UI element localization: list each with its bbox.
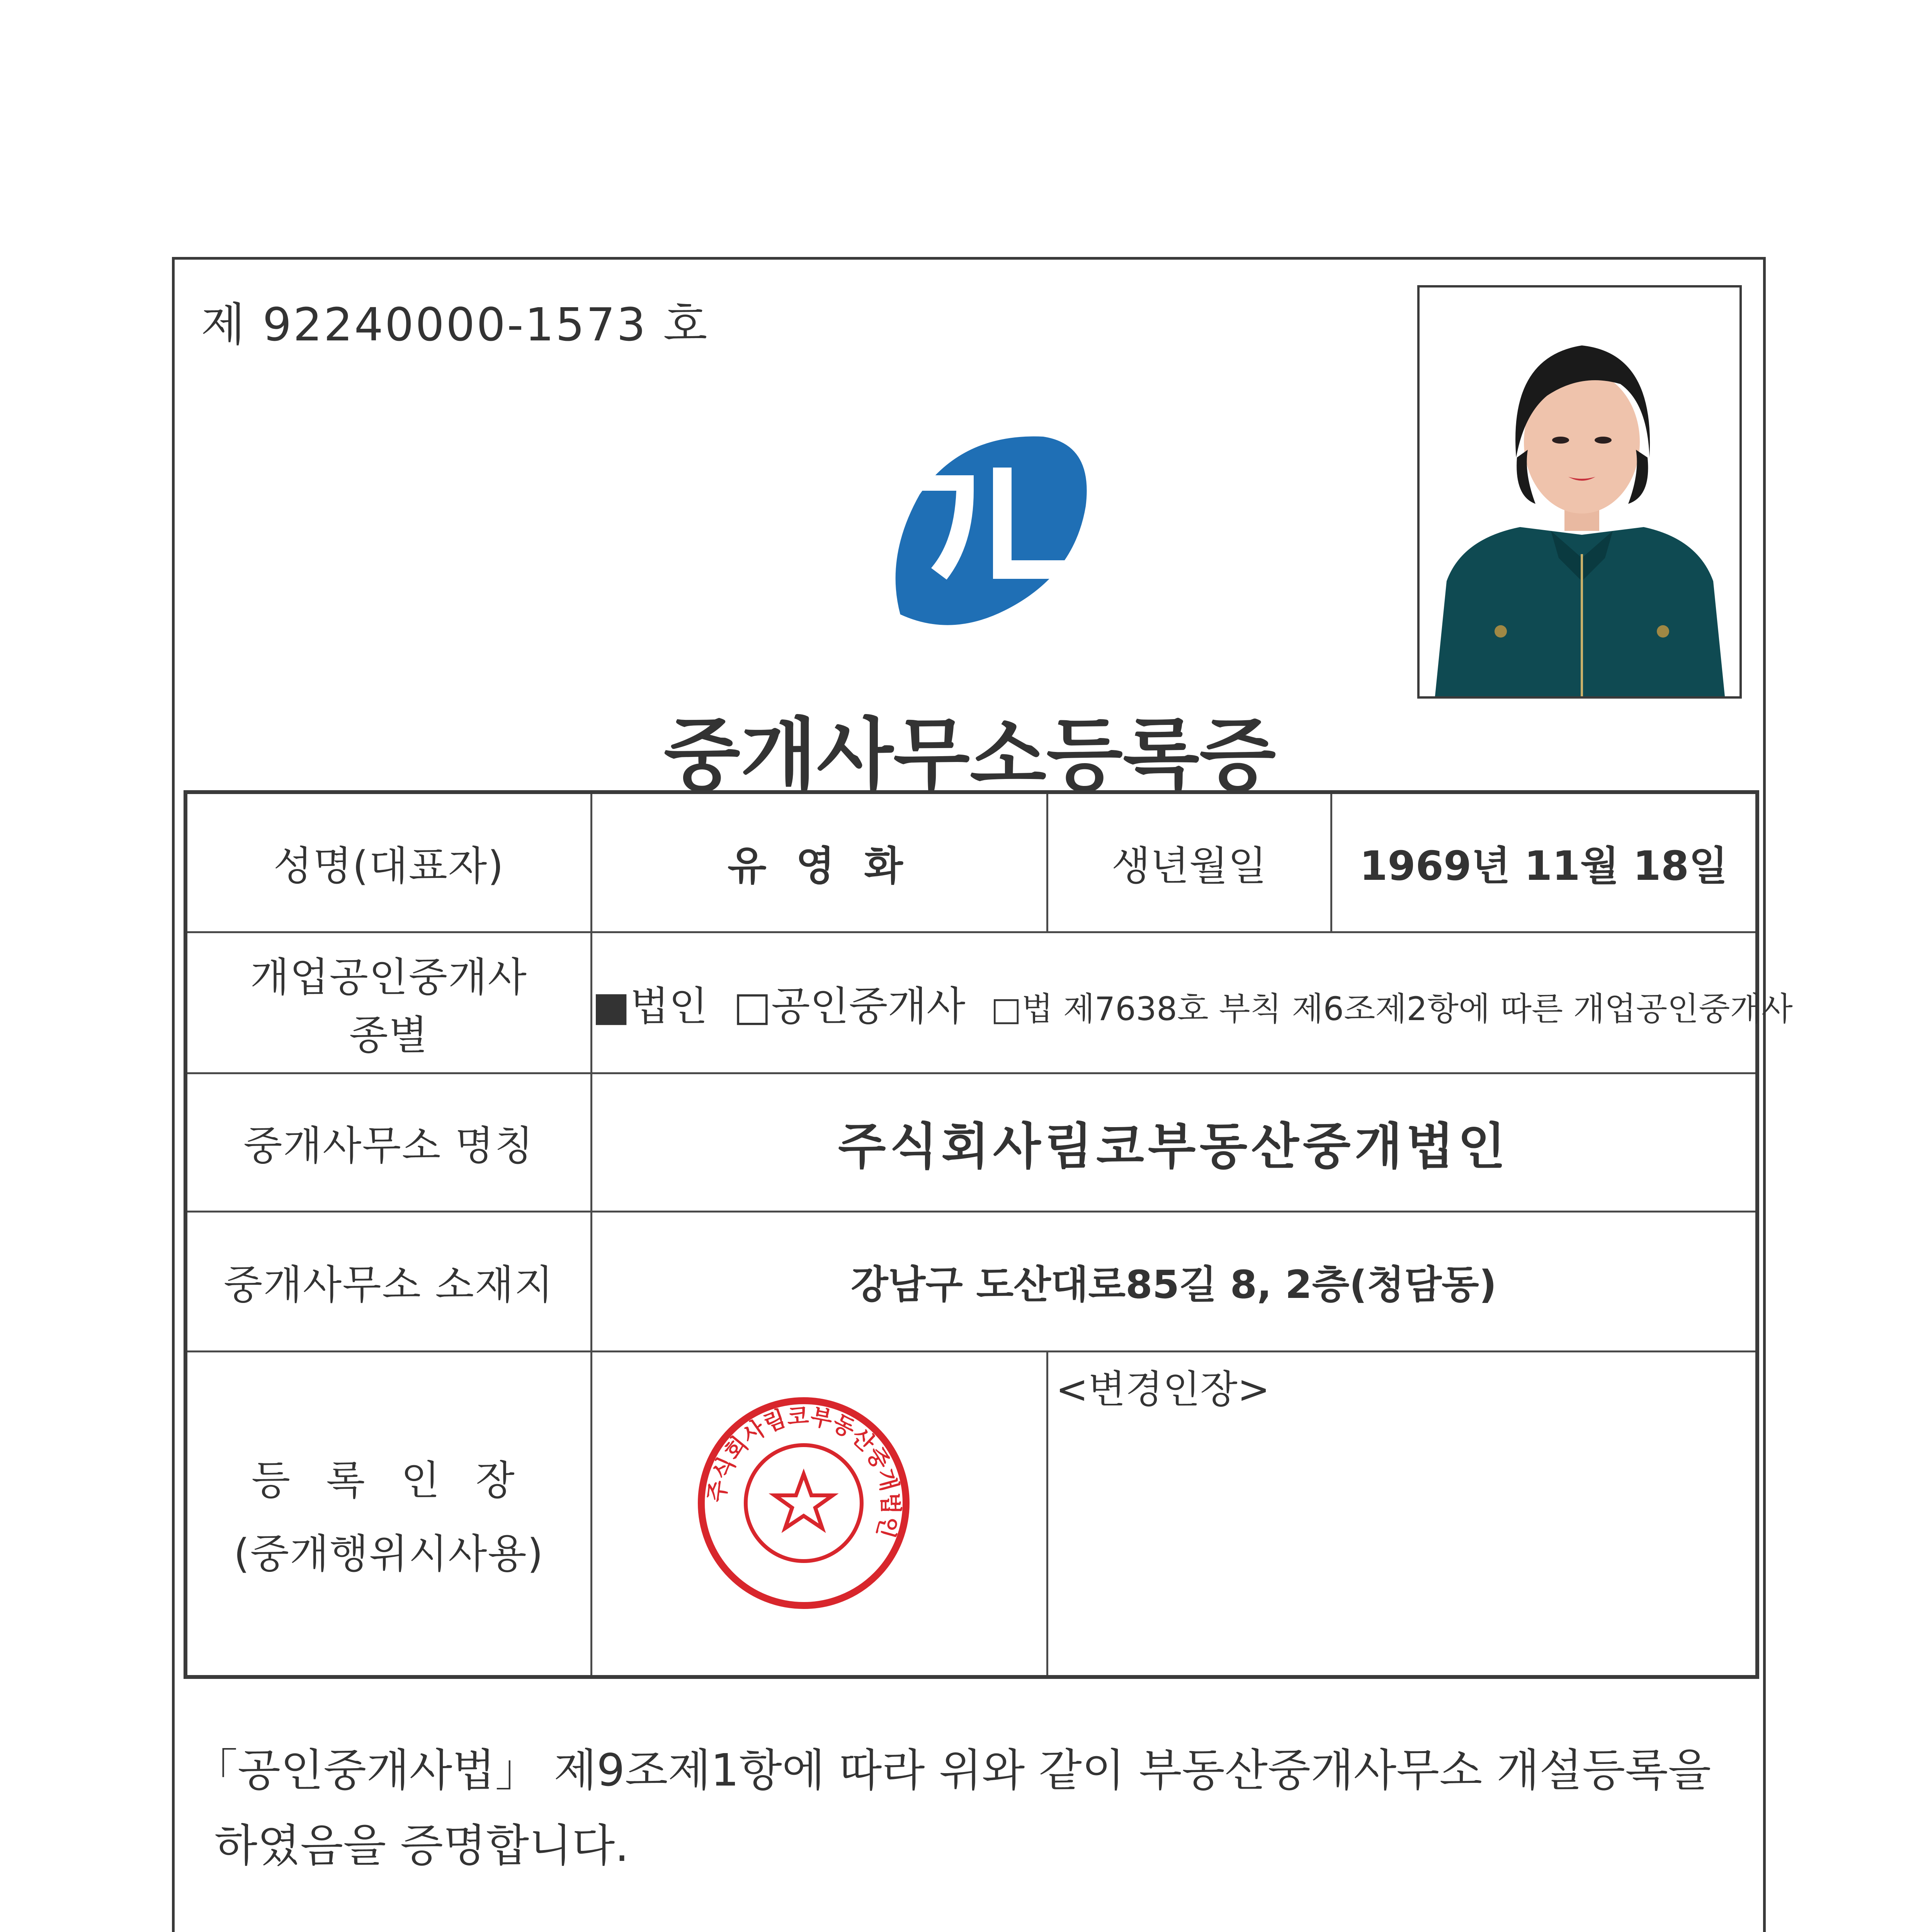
- table-row: [185, 1351, 1757, 1677]
- birth-value: 1969년 11월 18일: [1331, 792, 1757, 932]
- broker-type-label-line1: 개업공인중개사: [250, 953, 527, 1001]
- table-row: [185, 1073, 1757, 1211]
- office-name-value: 주식회사림코부동산중개법인: [591, 1073, 1757, 1211]
- office-address-value: 강남구 도산대로85길 8, 2층(청담동): [591, 1211, 1757, 1351]
- registration-seal-label: [185, 1351, 591, 1677]
- registration-seal-label-line2: (중개행위시사용): [234, 1530, 544, 1578]
- certification-line-2: 하였음을 증명합니다.: [214, 1820, 629, 1872]
- broker-type-options: [591, 932, 1793, 1073]
- registration-number: 제 92240000-1573 호: [201, 298, 709, 351]
- birth-label: 생년월일: [1047, 792, 1331, 932]
- registration-seal-label-line1: 등 록 인 장: [251, 1457, 526, 1504]
- certification-statement: [193, 1733, 1711, 1884]
- name-label: 성명(대표자): [185, 792, 591, 932]
- changed-seal-label: <변경인장>: [1056, 1366, 1270, 1412]
- table-row: [185, 792, 1757, 932]
- registration-info-table: [184, 790, 1793, 1679]
- name-value: 유 영 화: [591, 792, 1047, 932]
- changed-seal-cell: [1047, 1351, 1757, 1677]
- registration-seal: [695, 1395, 912, 1611]
- broker-type-label: [185, 932, 591, 1073]
- gangnam-logo: [877, 429, 1093, 638]
- office-name-label: 중개사무소 명칭: [185, 1073, 591, 1211]
- document-title: 중개사무소등록증: [663, 710, 1276, 802]
- table-row: [185, 932, 1757, 1073]
- type-option-licensed-broker: □공인중개사: [733, 982, 966, 1030]
- type-option-supplementary: □법 제7638호 부칙 제6조제2항에 따른 개업공인중개사: [991, 990, 1793, 1028]
- type-option-corporation: ■법인: [592, 982, 708, 1030]
- office-address-label: 중개사무소 소재지: [185, 1211, 591, 1351]
- certification-line-1: 「공인중개사법」 제9조제1항에 따라 위와 같이 부동산중개사무소 개설등록을: [193, 1745, 1711, 1796]
- table-row: [185, 1211, 1757, 1351]
- representative-photo: [1417, 285, 1742, 699]
- registration-seal-text: 주식회사림코부동산중개법인: [703, 1402, 904, 1541]
- broker-type-label-line2: 종별: [349, 1011, 428, 1059]
